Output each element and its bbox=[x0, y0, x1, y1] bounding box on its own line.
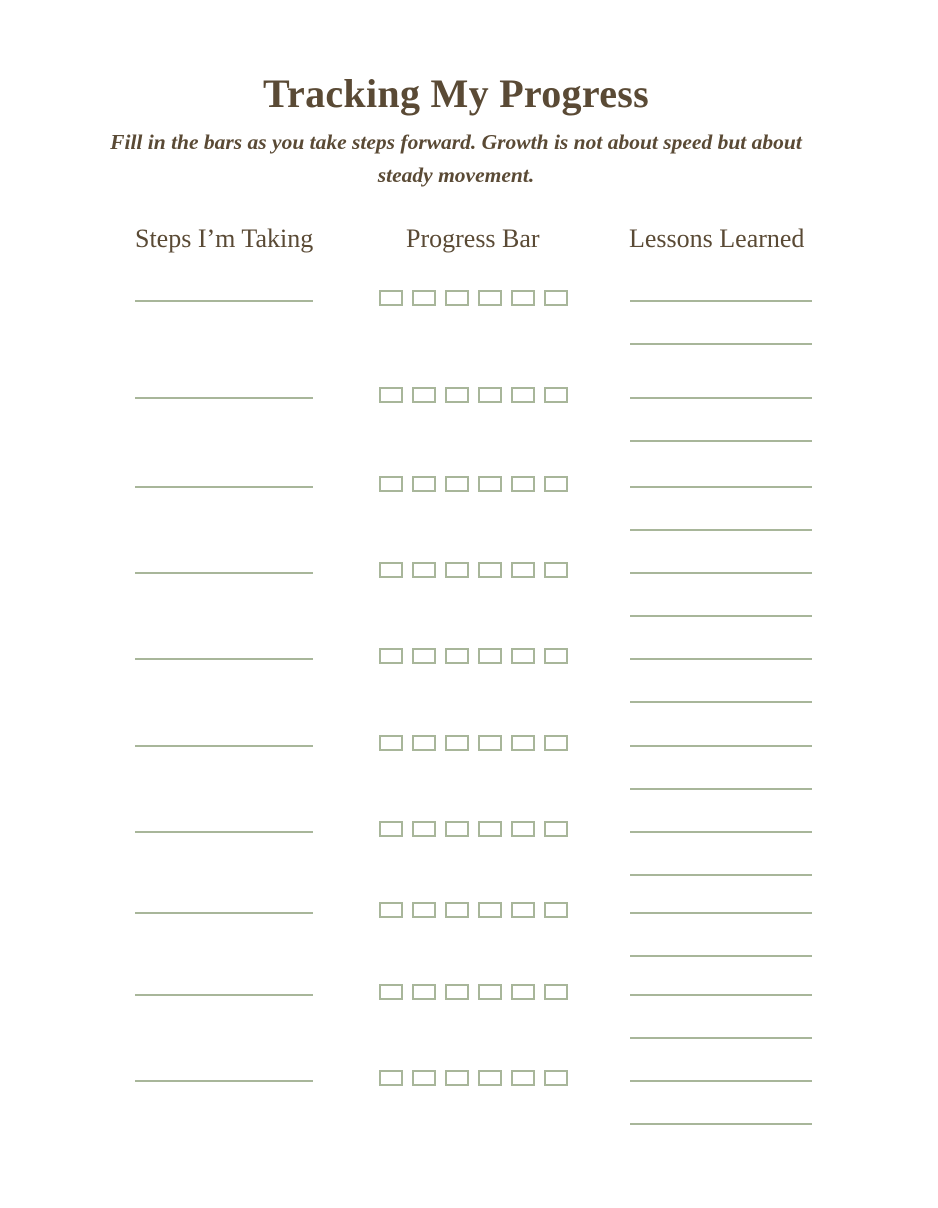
lesson-writing-line[interactable] bbox=[630, 572, 812, 574]
progress-box[interactable] bbox=[445, 902, 469, 918]
lesson-writing-line[interactable] bbox=[630, 529, 812, 531]
progress-bar bbox=[379, 562, 568, 578]
lesson-writing-line[interactable] bbox=[630, 300, 812, 302]
progress-bar bbox=[379, 1070, 568, 1086]
step-writing-line[interactable] bbox=[135, 658, 313, 660]
lesson-writing-line[interactable] bbox=[630, 615, 812, 617]
step-writing-line[interactable] bbox=[135, 831, 313, 833]
progress-box[interactable] bbox=[511, 648, 535, 664]
step-writing-line[interactable] bbox=[135, 994, 313, 996]
column-header-lessons: Lessons Learned bbox=[629, 224, 805, 253]
progress-box[interactable] bbox=[445, 387, 469, 403]
progress-box[interactable] bbox=[412, 648, 436, 664]
page-subtitle: Fill in the bars as you take steps forward. Growth is not about speed but about steady movement. bbox=[110, 130, 802, 187]
progress-box[interactable] bbox=[412, 290, 436, 306]
progress-box[interactable] bbox=[379, 387, 403, 403]
lesson-writing-line[interactable] bbox=[630, 745, 812, 747]
progress-box[interactable] bbox=[379, 1070, 403, 1086]
progress-bar bbox=[379, 476, 568, 492]
progress-box[interactable] bbox=[478, 648, 502, 664]
progress-box[interactable] bbox=[379, 735, 403, 751]
progress-bar bbox=[379, 984, 568, 1000]
progress-box[interactable] bbox=[445, 821, 469, 837]
progress-box[interactable] bbox=[412, 387, 436, 403]
progress-bar bbox=[379, 648, 568, 664]
progress-box[interactable] bbox=[544, 290, 568, 306]
progress-box[interactable] bbox=[511, 476, 535, 492]
progress-bar bbox=[379, 290, 568, 306]
column-header-steps: Steps I’m Taking bbox=[135, 224, 314, 253]
lesson-writing-line[interactable] bbox=[630, 955, 812, 957]
progress-box[interactable] bbox=[511, 902, 535, 918]
progress-box[interactable] bbox=[379, 290, 403, 306]
lesson-writing-line[interactable] bbox=[630, 1080, 812, 1082]
progress-box[interactable] bbox=[445, 290, 469, 306]
progress-box[interactable] bbox=[511, 821, 535, 837]
step-writing-line[interactable] bbox=[135, 745, 313, 747]
progress-box[interactable] bbox=[511, 562, 535, 578]
progress-box[interactable] bbox=[478, 476, 502, 492]
lesson-writing-line[interactable] bbox=[630, 994, 812, 996]
lesson-writing-line[interactable] bbox=[630, 788, 812, 790]
lesson-writing-line[interactable] bbox=[630, 1037, 812, 1039]
progress-box[interactable] bbox=[379, 476, 403, 492]
lesson-writing-line[interactable] bbox=[630, 486, 812, 488]
step-writing-line[interactable] bbox=[135, 1080, 313, 1082]
progress-box[interactable] bbox=[445, 1070, 469, 1086]
step-writing-line[interactable] bbox=[135, 397, 313, 399]
lesson-writing-line[interactable] bbox=[630, 701, 812, 703]
progress-box[interactable] bbox=[511, 1070, 535, 1086]
progress-box[interactable] bbox=[478, 1070, 502, 1086]
progress-box[interactable] bbox=[544, 648, 568, 664]
progress-box[interactable] bbox=[412, 562, 436, 578]
column-header-progress: Progress Bar bbox=[406, 224, 540, 253]
lesson-writing-line[interactable] bbox=[630, 874, 812, 876]
progress-box[interactable] bbox=[544, 735, 568, 751]
progress-box[interactable] bbox=[511, 387, 535, 403]
progress-box[interactable] bbox=[478, 290, 502, 306]
progress-box[interactable] bbox=[478, 562, 502, 578]
progress-box[interactable] bbox=[412, 984, 436, 1000]
progress-box[interactable] bbox=[379, 902, 403, 918]
lesson-writing-line[interactable] bbox=[630, 831, 812, 833]
progress-box[interactable] bbox=[379, 648, 403, 664]
progress-bar bbox=[379, 902, 568, 918]
progress-box[interactable] bbox=[544, 387, 568, 403]
progress-box[interactable] bbox=[478, 902, 502, 918]
progress-box[interactable] bbox=[379, 984, 403, 1000]
page-title: Tracking My Progress bbox=[263, 71, 649, 116]
progress-box[interactable] bbox=[544, 1070, 568, 1086]
progress-box[interactable] bbox=[445, 648, 469, 664]
progress-box[interactable] bbox=[544, 562, 568, 578]
step-writing-line[interactable] bbox=[135, 572, 313, 574]
progress-box[interactable] bbox=[511, 290, 535, 306]
progress-bar bbox=[379, 821, 568, 837]
lesson-writing-line[interactable] bbox=[630, 397, 812, 399]
progress-box[interactable] bbox=[511, 735, 535, 751]
progress-box[interactable] bbox=[478, 984, 502, 1000]
progress-box[interactable] bbox=[445, 735, 469, 751]
lesson-writing-line[interactable] bbox=[630, 1123, 812, 1125]
progress-box[interactable] bbox=[511, 984, 535, 1000]
progress-box[interactable] bbox=[445, 476, 469, 492]
lesson-writing-line[interactable] bbox=[630, 343, 812, 345]
progress-box[interactable] bbox=[544, 476, 568, 492]
progress-box[interactable] bbox=[412, 902, 436, 918]
progress-box[interactable] bbox=[412, 821, 436, 837]
progress-box[interactable] bbox=[412, 1070, 436, 1086]
step-writing-line[interactable] bbox=[135, 300, 313, 302]
lesson-writing-line[interactable] bbox=[630, 658, 812, 660]
progress-box[interactable] bbox=[412, 476, 436, 492]
progress-box[interactable] bbox=[478, 387, 502, 403]
progress-box[interactable] bbox=[544, 821, 568, 837]
progress-box[interactable] bbox=[544, 984, 568, 1000]
progress-box[interactable] bbox=[544, 902, 568, 918]
progress-box[interactable] bbox=[478, 821, 502, 837]
progress-box[interactable] bbox=[445, 562, 469, 578]
progress-box[interactable] bbox=[445, 984, 469, 1000]
progress-box[interactable] bbox=[478, 735, 502, 751]
progress-bar bbox=[379, 735, 568, 751]
lesson-writing-line[interactable] bbox=[630, 912, 812, 914]
progress-bar bbox=[379, 387, 568, 403]
progress-box[interactable] bbox=[379, 821, 403, 837]
lesson-writing-line[interactable] bbox=[630, 440, 812, 442]
step-writing-line[interactable] bbox=[135, 486, 313, 488]
progress-box[interactable] bbox=[379, 562, 403, 578]
progress-box[interactable] bbox=[412, 735, 436, 751]
step-writing-line[interactable] bbox=[135, 912, 313, 914]
